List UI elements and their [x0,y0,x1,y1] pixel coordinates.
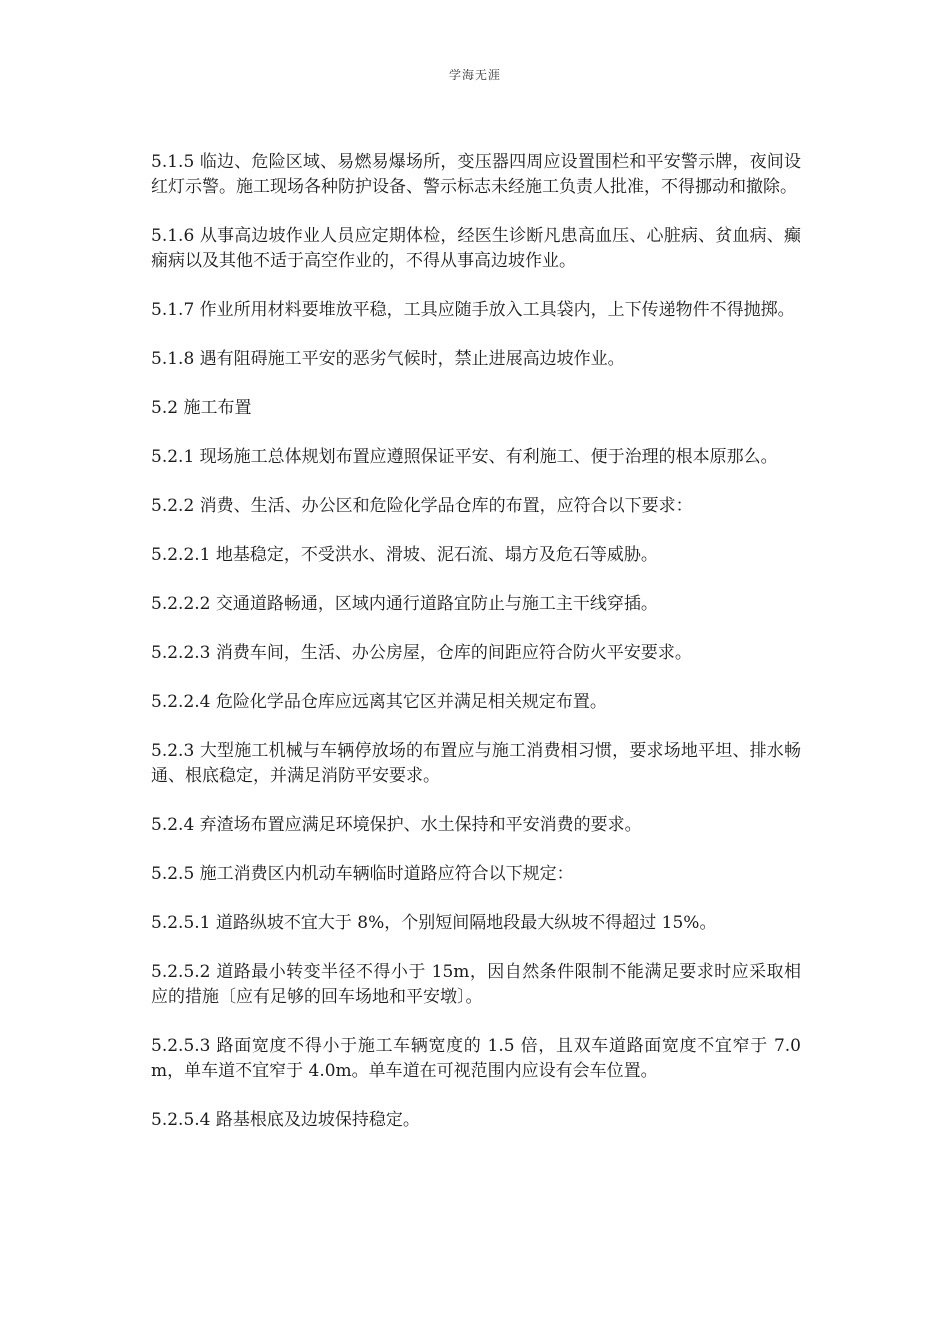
paragraph-5-2-2-1: 5.2.2.1 地基稳定，不受洪水、滑坡、泥石流、塌方及危石等威胁。 [151,545,658,565]
paragraph-5-2-5-3: 5.2.5.3 路面宽度不得小于施工车辆宽度的 1.5 倍，且双车道路面宽度不宜窄于 7.0m，单车道不宜窄于 4.0m。单车道在可视范围内应设有会车位置。 [151,1036,801,1081]
paragraph-5-2-2-4: 5.2.2.4 危险化学品仓库应远离其它区并满足相关规定布置。 [151,692,607,712]
paragraph-5-1-5: 5.1.5 临边、危险区域、易燃易爆场所，变压器四周应设置围栏和平安警示牌，夜间设红灯示警。施工现场各种防护设备、警示标志未经施工负责人批准，不得挪动和撤除。 [151,152,801,197]
section-heading-5-2: 5.2 施工布置 [151,398,252,418]
document-body [151,150,801,1157]
paragraph-5-2-2-2: 5.2.2.2 交通道路畅通，区域内通行道路宜防止与施工主干线穿插。 [151,594,658,614]
paragraph-5-1-7: 5.1.7 作业所用材料要堆放平稳，工具应随手放入工具袋内，上下传递物件不得抛掷。 [151,300,795,320]
paragraph-5-1-6: 5.1.6 从事高边坡作业人员应定期体检，经医生诊断凡患高血压、心脏病、贫血病、癫痫病以及其他不适于高空作业的，不得从事高边坡作业。 [151,226,801,271]
paragraph-5-2-2-3: 5.2.2.3 消费车间，生活、办公房屋，仓库的间距应符合防火平安要求。 [151,643,692,663]
paragraph-5-2-5-2: 5.2.5.2 道路最小转变半径不得小于 15m，因自然条件限制不能满足要求时应采取相应的措施〔应有足够的回车场地和平安墩〕。 [151,962,801,1007]
paragraph-5-2-5: 5.2.5 施工消费区内机动车辆临时道路应符合以下规定： [151,864,574,884]
paragraph-5-1-8: 5.1.8 遇有阻碍施工平安的恶劣气候时，禁止进展高边坡作业。 [151,349,625,369]
paragraph-5-2-5-4: 5.2.5.4 路基根底及边坡保持稳定。 [151,1110,420,1130]
paragraph-5-2-3: 5.2.3 大型施工机械与车辆停放场的布置应与施工消费相习惯，要求场地平坦、排水畅通、根底稳定，并满足消防平安要求。 [151,741,801,786]
paragraph-5-2-1: 5.2.1 现场施工总体规划布置应遵照保证平安、有利施工、便于治理的根本原那么。 [151,447,778,467]
paragraph-5-2-4: 5.2.4 弃渣场布置应满足环境保护、水土保持和平安消费的要求。 [151,815,642,835]
page-header: 学海无涯 [448,68,501,82]
paragraph-5-2-2: 5.2.2 消费、生活、办公区和危险化学品仓库的布置，应符合以下要求： [151,496,693,516]
paragraph-5-2-5-1: 5.2.5.1 道路纵坡不宜大于 8%，个别短间隔地段最大纵坡不得超过 15%。 [151,913,717,933]
